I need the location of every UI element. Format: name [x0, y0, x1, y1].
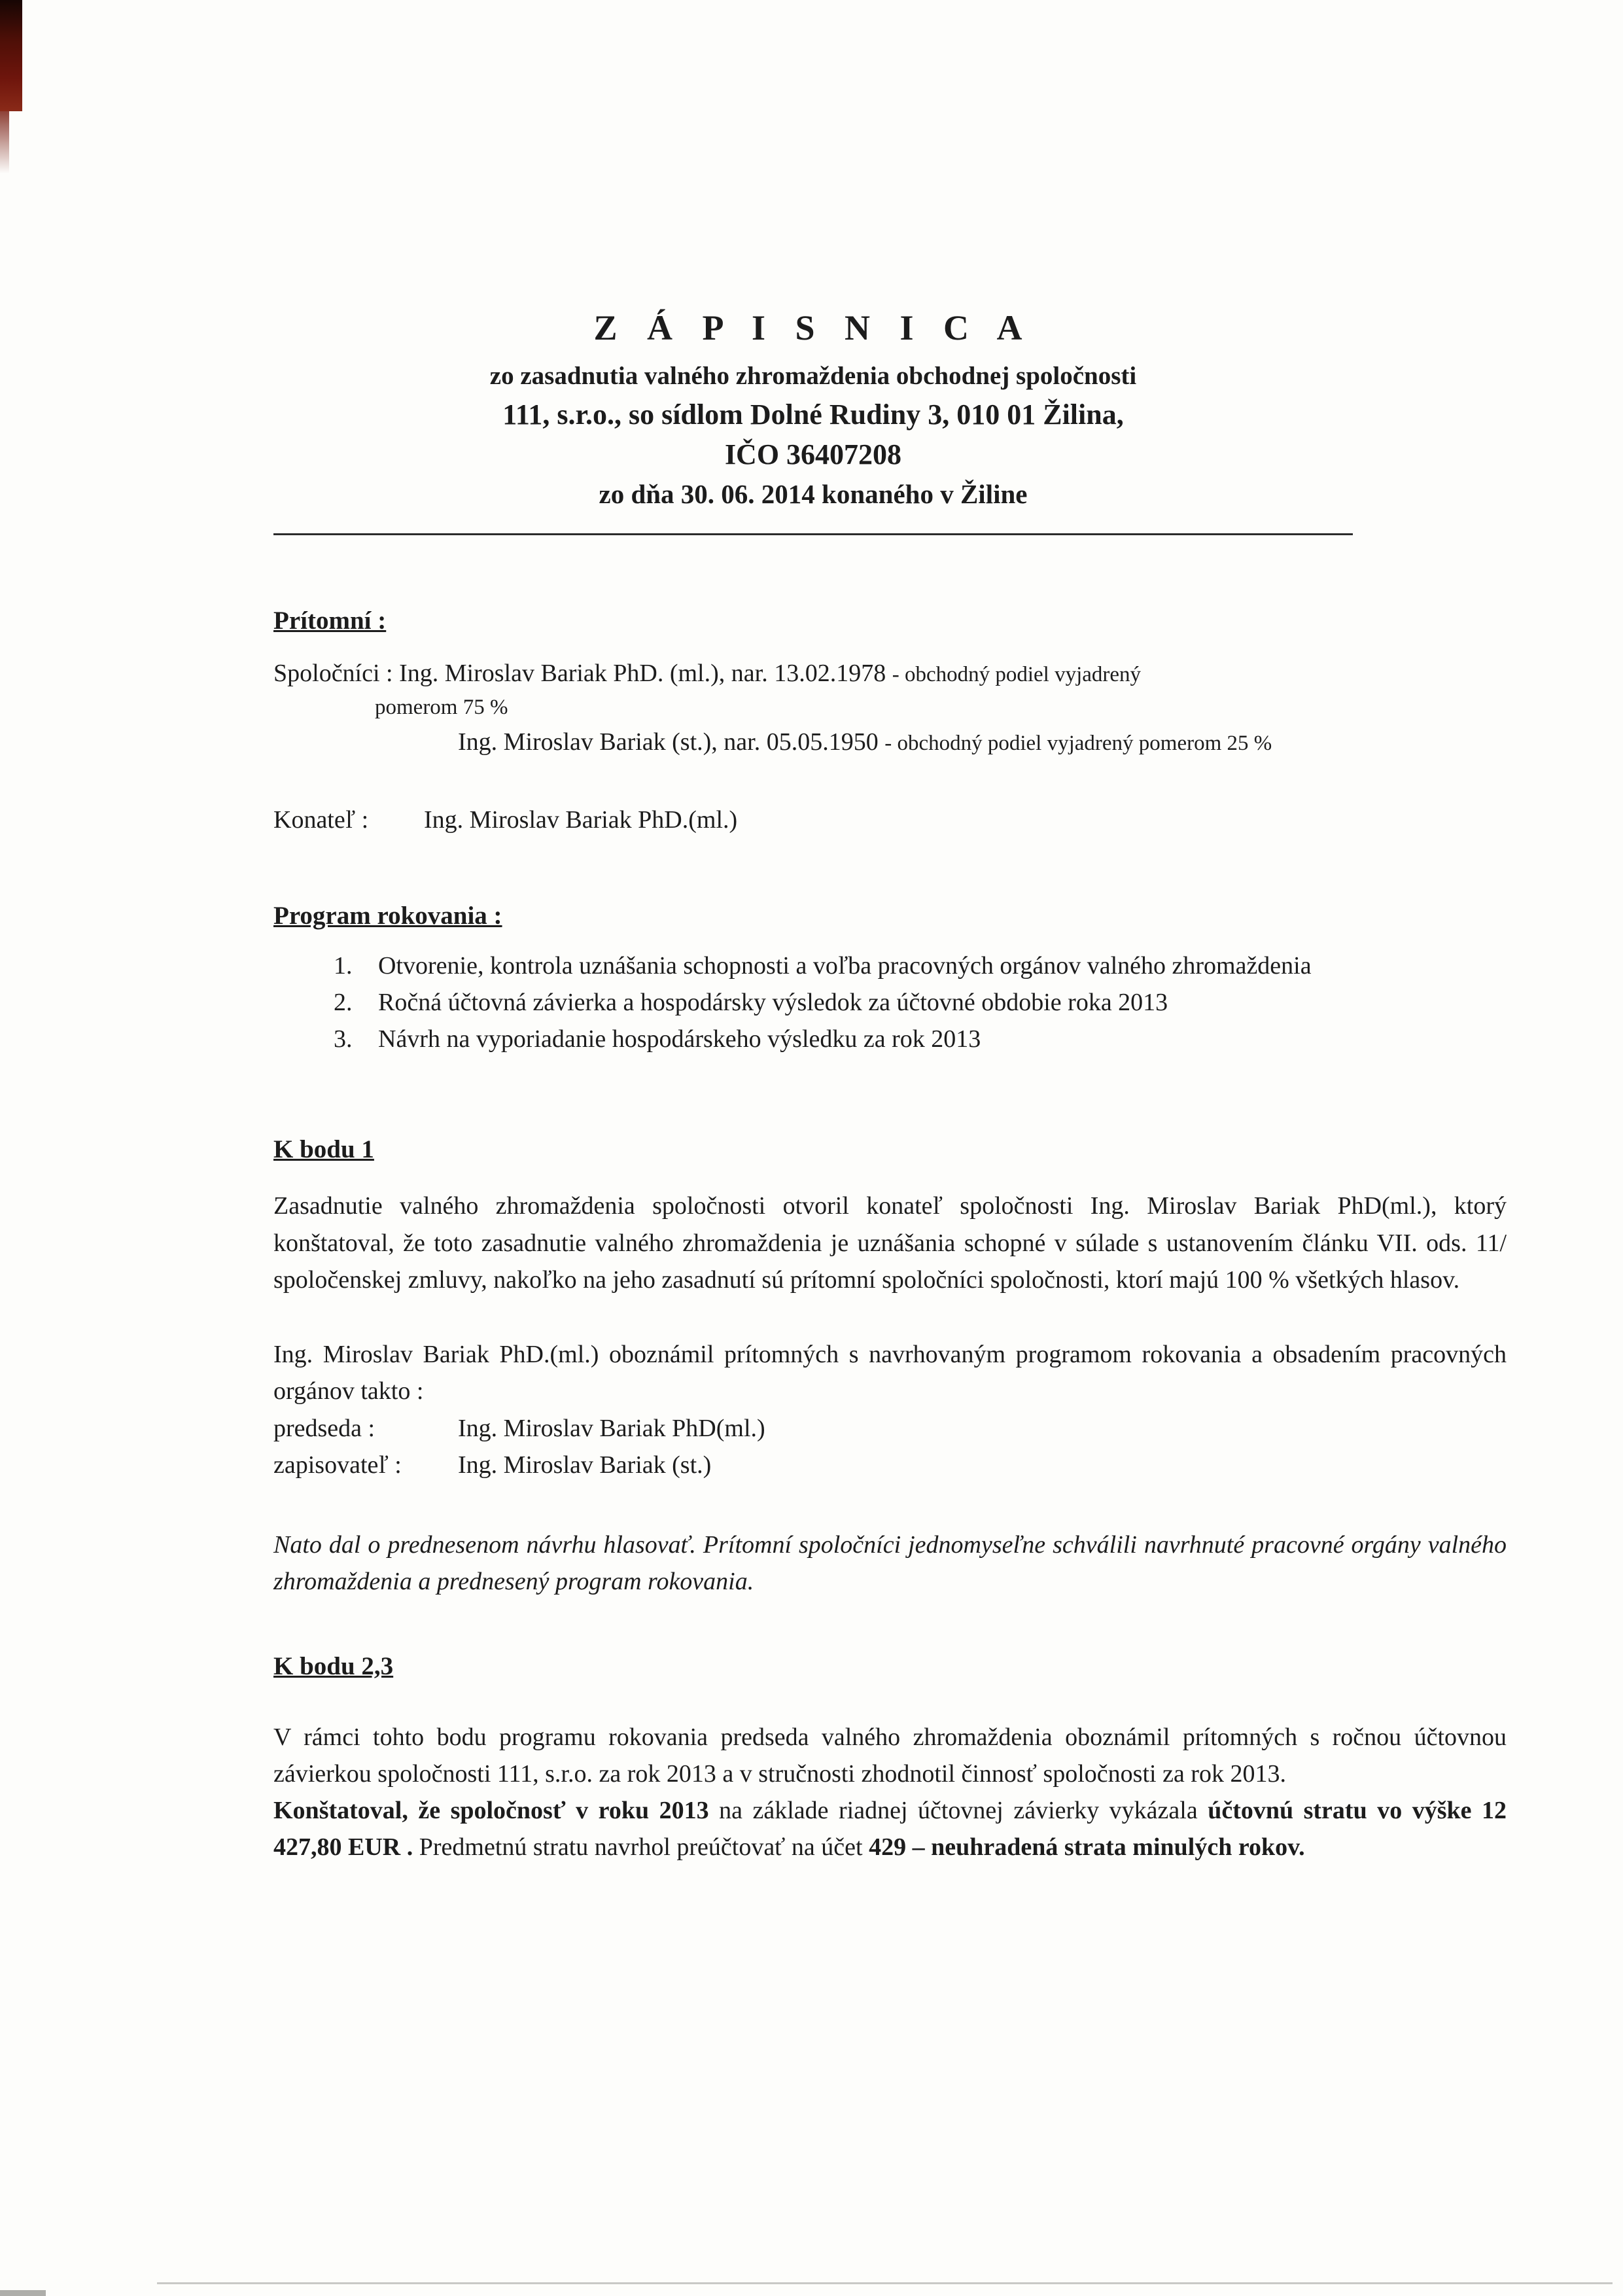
program-item [273, 984, 1507, 1021]
header-line-3: IČO 36407208 [724, 438, 902, 471]
kbodu23-paragraph-2 [273, 1792, 1507, 1865]
predseda-value: Ing. Miroslav Bariak PhD(ml.) [458, 1414, 765, 1442]
section-heading-program: Program rokovania : [273, 901, 502, 930]
zapisovatel-label: zapisovateľ : [273, 1451, 402, 1479]
scan-edge-line [157, 2282, 1613, 2284]
partner-1-note-2: pomerom 75 % [375, 696, 508, 720]
zapisovatel-line [273, 1447, 1507, 1483]
document-title: Z Á P I S N I C A [593, 308, 1033, 347]
konatel-value: Ing. Miroslav Bariak PhD.(ml.) [424, 805, 738, 834]
header-line-4: zo dňa 30. 06. 2014 konaného v Žiline [599, 478, 1028, 509]
section-heading-pritomni: Prítomní : [273, 607, 387, 635]
scan-artifact-top-left [0, 0, 22, 111]
kbodu23-normal-2: Predmetnú stratu navrhol preúčtovať na účet [413, 1833, 869, 1862]
program-item-number: 2. [334, 988, 353, 1016]
partners-label: Spoločníci : [273, 660, 393, 688]
kbodu23-bold-3: 429 – neuhradená strata minulých rokov. [869, 1833, 1305, 1862]
partners-block [273, 655, 1507, 760]
program-item-number: 3. [334, 1025, 353, 1053]
scan-edge-corner [0, 2290, 46, 2296]
kbodu23-bold-1: Konštatoval, že spoločnosť v roku 2013 [273, 1797, 709, 1825]
program-list [273, 947, 1507, 1058]
section-heading-kbodu1: K bodu 1 [273, 1135, 374, 1164]
header-line-1: zo zasadnutia valného zhromaždenia obchodnej spoločnosti [489, 362, 1137, 390]
header-line-2: 111, s.r.o., so sídlom Dolné Rudiny 3, 010 01 Žilina, [502, 398, 1124, 431]
kbodu23-normal-1: na základe riadnej účtovnej závierky vykázala [708, 1797, 1208, 1825]
kbodu23-bold-2: účtovnú stratu vo výške 12 427,80 EUR . [273, 1797, 1507, 1862]
document-header [273, 308, 1353, 535]
predseda-line [273, 1410, 1507, 1447]
partner-2-note: - obchodný podiel vyjadrený pomerom 25 % [884, 732, 1272, 756]
konatel-label: Konateľ : [273, 805, 369, 834]
document-content [273, 308, 1507, 1866]
program-item-text: Návrh na vyporiadanie hospodárskeho výsledku za rok 2013 [378, 1025, 981, 1053]
resolution-italic-paragraph: Nato dal o prednesenom návrhu hlasovať. Prítomní spoločníci jednomyseľne schválili navrhnuté pracovné orgány valného zhromaždenia a prednesený program rokovania. [273, 1531, 1507, 1596]
program-item-text: Otvorenie, kontrola uznášania schopnosti a voľba pracovných orgánov valného zhromaždenia [378, 951, 1312, 980]
kbodu1-paragraph-2: Ing. Miroslav Bariak PhD.(ml.) oboznámil prítomných s navrhovaným programom rokovania a obsadením pracovných orgánov takto : [273, 1341, 1507, 1405]
kbodu23-paragraph-1: V rámci tohto bodu programu rokovania predseda valného zhromaždenia oboznámil prítomných s ročnou účtovnou závierkou spoločnosti 111, s.r.o. za rok 2013 a v stručnosti zhodnotil činnosť spoločnosti za rok 2013. [273, 1723, 1507, 1788]
program-item-text: Ročná účtovná závierka a hospodársky výsledok za účtovné obdobie roka 2013 [378, 988, 1168, 1016]
partner-2-line [273, 724, 1507, 760]
program-item [273, 1021, 1507, 1057]
partner-1-line [273, 655, 1507, 692]
partner-2-main: Ing. Miroslav Bariak (st.), nar. 05.05.1950 [458, 728, 879, 756]
officers-block [273, 1410, 1507, 1483]
kbodu1-paragraph-1: Zasadnutie valného zhromaždenia spoločnosti otvoril konateľ spoločnosti Ing. Miroslav Bariak PhD(ml.), ktorý konštatoval, že toto zasadnutie valného zhromaždenia je uznášania schopné v súlade s ustanovením článku VII. ods. 11/ spoločenskej zmluvy, nakoľko na jeho zasadnutí sú prítomní spoločníci spoločnosti, ktorí majú 100 % všetkých hlasov. [273, 1192, 1507, 1294]
konatel-line [273, 802, 1507, 838]
predseda-label: predseda : [273, 1414, 375, 1442]
scan-artifact-left-strip [0, 111, 9, 173]
partner-1-main: Ing. Miroslav Bariak PhD. (ml.), nar. 13.02.1978 [399, 660, 886, 688]
partner-1-note: - obchodný podiel vyjadrený [892, 663, 1142, 687]
program-item [273, 947, 1507, 984]
program-item-number: 1. [334, 951, 353, 980]
zapisovatel-value: Ing. Miroslav Bariak (st.) [458, 1451, 712, 1479]
section-heading-kbodu23: K bodu 2,3 [273, 1651, 394, 1680]
